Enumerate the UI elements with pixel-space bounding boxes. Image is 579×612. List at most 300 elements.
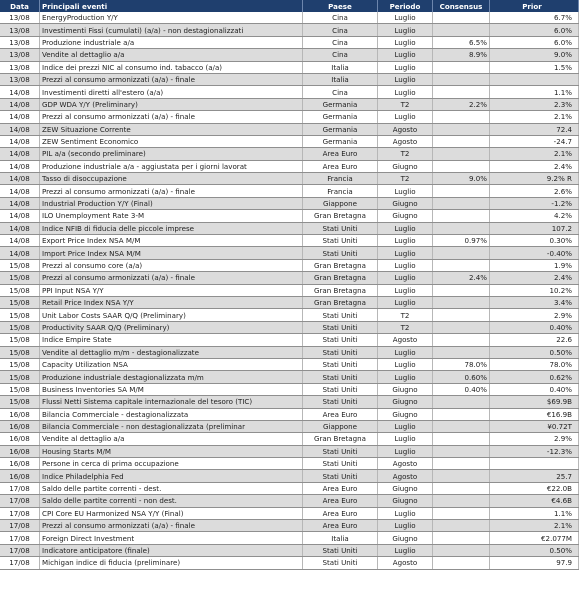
cell-date: 16/08	[0, 433, 40, 445]
table-row	[0, 210, 579, 222]
table-row	[0, 321, 579, 333]
table-row	[0, 24, 579, 36]
cell-country: Italia	[303, 532, 378, 544]
cell-date: 17/08	[0, 557, 40, 569]
cell-consensus	[433, 445, 490, 457]
cell-prior: €4.6B	[490, 495, 579, 507]
cell-period: Giugno	[378, 532, 433, 544]
table-row	[0, 396, 579, 408]
cell-consensus: 9.0%	[433, 173, 490, 185]
table-row	[0, 346, 579, 358]
cell-country: Germania	[303, 123, 378, 135]
cell-date: 13/08	[0, 24, 40, 36]
cell-consensus	[433, 309, 490, 321]
cell-consensus	[433, 482, 490, 494]
cell-event: PPI Input NSA Y/Y	[40, 284, 303, 296]
table-row	[0, 185, 579, 197]
cell-consensus	[433, 12, 490, 24]
table-row	[0, 358, 579, 370]
cell-country: Stati Uniti	[303, 470, 378, 482]
table-row	[0, 123, 579, 135]
cell-event: Prezzi al consumo armonizzati (a/a) - finale	[40, 73, 303, 85]
cell-country: Area Euro	[303, 408, 378, 420]
cell-period: Giugno	[378, 408, 433, 420]
cell-period: Luglio	[378, 222, 433, 234]
cell-consensus	[433, 544, 490, 556]
cell-prior: 1.5%	[490, 61, 579, 73]
cell-period: Luglio	[378, 73, 433, 85]
cell-consensus	[433, 396, 490, 408]
cell-event: Produzione industriale a/a	[40, 36, 303, 48]
cell-country: Cina	[303, 12, 378, 24]
cell-period: Luglio	[378, 296, 433, 308]
header-date: Data	[0, 0, 40, 12]
cell-period: T2	[378, 98, 433, 110]
table-row	[0, 36, 579, 48]
table-row	[0, 507, 579, 519]
cell-prior: -12.3%	[490, 445, 579, 457]
cell-country: Stati Uniti	[303, 334, 378, 346]
cell-prior: -24.7	[490, 135, 579, 147]
table-row	[0, 296, 579, 308]
cell-date: 14/08	[0, 123, 40, 135]
cell-event: Prezzi al consumo armonizzati (a/a) - finale	[40, 111, 303, 123]
cell-consensus	[433, 321, 490, 333]
cell-country: Gran Bretagna	[303, 284, 378, 296]
cell-period: Giugno	[378, 383, 433, 395]
cell-consensus	[433, 507, 490, 519]
table-row	[0, 482, 579, 494]
cell-date: 15/08	[0, 383, 40, 395]
cell-period: Luglio	[378, 544, 433, 556]
cell-prior: 2.1%	[490, 520, 579, 532]
cell-event: Vendite al dettaglio a/a	[40, 49, 303, 61]
cell-country: Stati Uniti	[303, 222, 378, 234]
cell-consensus	[433, 148, 490, 160]
cell-consensus	[433, 470, 490, 482]
cell-prior	[490, 73, 579, 85]
cell-event: Foreign Direct Investment	[40, 532, 303, 544]
cell-prior: 6.0%	[490, 24, 579, 36]
cell-event: ILO Unemployment Rate 3-M	[40, 210, 303, 222]
cell-date: 17/08	[0, 532, 40, 544]
table-row	[0, 309, 579, 321]
cell-country: Cina	[303, 86, 378, 98]
cell-date: 15/08	[0, 358, 40, 370]
cell-prior: 2.4%	[490, 272, 579, 284]
cell-consensus	[433, 284, 490, 296]
cell-date: 14/08	[0, 197, 40, 209]
cell-prior: €22.0B	[490, 482, 579, 494]
cell-event: Prezzi al consumo armonizzati (a/a) - finale	[40, 272, 303, 284]
cell-consensus	[433, 135, 490, 147]
cell-country: Stati Uniti	[303, 544, 378, 556]
cell-consensus	[433, 197, 490, 209]
cell-event: Indice Empire State	[40, 334, 303, 346]
table-row	[0, 148, 579, 160]
cell-period: Luglio	[378, 420, 433, 432]
cell-date: 14/08	[0, 148, 40, 160]
cell-prior: 2.4%	[490, 160, 579, 172]
cell-event: Indice dei prezzi NIC al consumo ind. tabacco (a/a)	[40, 61, 303, 73]
cell-date: 17/08	[0, 520, 40, 532]
cell-consensus: 2.2%	[433, 98, 490, 110]
cell-consensus	[433, 334, 490, 346]
cell-country: Cina	[303, 24, 378, 36]
cell-consensus	[433, 557, 490, 569]
cell-prior: 0.50%	[490, 544, 579, 556]
cell-country: Cina	[303, 49, 378, 61]
cell-period: Luglio	[378, 185, 433, 197]
cell-prior: €16.9B	[490, 408, 579, 420]
cell-date: 14/08	[0, 247, 40, 259]
cell-country: Area Euro	[303, 507, 378, 519]
table-row	[0, 532, 579, 544]
cell-consensus: 0.97%	[433, 235, 490, 247]
cell-country: Area Euro	[303, 495, 378, 507]
cell-period: Luglio	[378, 358, 433, 370]
cell-consensus	[433, 520, 490, 532]
cell-period: Luglio	[378, 433, 433, 445]
cell-event: Housing Starts M/M	[40, 445, 303, 457]
cell-event: Produzione industriale a/a - aggiustata per i giorni lavorat	[40, 160, 303, 172]
cell-country: Giappone	[303, 197, 378, 209]
cell-date: 14/08	[0, 173, 40, 185]
cell-prior: 2.9%	[490, 309, 579, 321]
table-row	[0, 247, 579, 259]
cell-date: 16/08	[0, 420, 40, 432]
cell-period: Agosto	[378, 557, 433, 569]
cell-event: Indicatore anticipatore (finale)	[40, 544, 303, 556]
cell-prior: 78.0%	[490, 358, 579, 370]
cell-period: Luglio	[378, 272, 433, 284]
cell-event: ZEW Sentiment Economico	[40, 135, 303, 147]
cell-consensus	[433, 408, 490, 420]
cell-country: Germania	[303, 98, 378, 110]
cell-event: Industrial Production Y/Y (Final)	[40, 197, 303, 209]
cell-prior: 1.1%	[490, 507, 579, 519]
table-row	[0, 272, 579, 284]
cell-prior: 9.0%	[490, 49, 579, 61]
cell-event: Vendite al dettaglio a/a	[40, 433, 303, 445]
cell-event: CPI Core EU Harmonized NSA Y/Y (Final)	[40, 507, 303, 519]
cell-period: Giugno	[378, 197, 433, 209]
table-row	[0, 61, 579, 73]
cell-period: T2	[378, 309, 433, 321]
cell-country: Stati Uniti	[303, 358, 378, 370]
cell-event: Tasso di disoccupazione	[40, 173, 303, 185]
cell-date: 17/08	[0, 544, 40, 556]
table-row	[0, 49, 579, 61]
cell-period: Luglio	[378, 111, 433, 123]
cell-country: Stati Uniti	[303, 557, 378, 569]
cell-date: 15/08	[0, 371, 40, 383]
cell-country: Italia	[303, 73, 378, 85]
cell-prior: 3.4%	[490, 296, 579, 308]
cell-event: Prezzi al consumo armonizzati (a/a) - finale	[40, 520, 303, 532]
cell-country: Italia	[303, 61, 378, 73]
cell-event: Prezzi al consumo armonizzati (a/a) - finale	[40, 185, 303, 197]
cell-consensus: 0.60%	[433, 371, 490, 383]
cell-prior: 0.50%	[490, 346, 579, 358]
cell-period: Agosto	[378, 470, 433, 482]
table-body	[0, 12, 579, 569]
cell-date: 15/08	[0, 272, 40, 284]
cell-date: 14/08	[0, 111, 40, 123]
table-row	[0, 420, 579, 432]
cell-prior: 0.30%	[490, 235, 579, 247]
cell-country: Francia	[303, 173, 378, 185]
table-row	[0, 235, 579, 247]
cell-prior: €2.077M	[490, 532, 579, 544]
cell-event: Investimenti diretti all'estero (a/a)	[40, 86, 303, 98]
cell-consensus	[433, 433, 490, 445]
cell-event: Prezzi al consumo core (a/a)	[40, 259, 303, 271]
cell-event: Indice NFIB di fiducia delle piccole imprese	[40, 222, 303, 234]
cell-date: 16/08	[0, 470, 40, 482]
cell-consensus	[433, 210, 490, 222]
cell-prior: ¥0.72T	[490, 420, 579, 432]
cell-date: 13/08	[0, 12, 40, 24]
table-row	[0, 98, 579, 110]
cell-period: Agosto	[378, 135, 433, 147]
cell-event: EnergyProduction Y/Y	[40, 12, 303, 24]
cell-prior: 0.62%	[490, 371, 579, 383]
cell-consensus	[433, 86, 490, 98]
cell-period: Agosto	[378, 123, 433, 135]
cell-prior: 6.0%	[490, 36, 579, 48]
cell-date: 14/08	[0, 185, 40, 197]
table-row	[0, 383, 579, 395]
cell-consensus	[433, 24, 490, 36]
cell-consensus: 6.5%	[433, 36, 490, 48]
cell-period: Agosto	[378, 334, 433, 346]
cell-country: Francia	[303, 185, 378, 197]
cell-country: Stati Uniti	[303, 309, 378, 321]
table-row	[0, 371, 579, 383]
cell-period: Luglio	[378, 235, 433, 247]
table-row	[0, 222, 579, 234]
cell-prior: 2.3%	[490, 98, 579, 110]
cell-country: Stati Uniti	[303, 346, 378, 358]
cell-prior: -0.40%	[490, 247, 579, 259]
cell-event: Michigan indice di fiducia (preliminare)	[40, 557, 303, 569]
table-row	[0, 135, 579, 147]
cell-country: Stati Uniti	[303, 321, 378, 333]
cell-date: 16/08	[0, 458, 40, 470]
cell-event: Export Price Index NSA M/M	[40, 235, 303, 247]
cell-date: 17/08	[0, 495, 40, 507]
cell-date: 17/08	[0, 482, 40, 494]
header-consensus: Consensus	[433, 0, 490, 12]
cell-date: 17/08	[0, 507, 40, 519]
cell-date: 15/08	[0, 396, 40, 408]
cell-date: 13/08	[0, 49, 40, 61]
cell-event: Retail Price Index NSA Y/Y	[40, 296, 303, 308]
cell-consensus: 2.4%	[433, 272, 490, 284]
cell-prior: 0.40%	[490, 383, 579, 395]
cell-country: Stati Uniti	[303, 458, 378, 470]
cell-date: 16/08	[0, 408, 40, 420]
cell-country: Area Euro	[303, 482, 378, 494]
table-row	[0, 197, 579, 209]
cell-event: Investimenti Fissi (cumulati) (a/a) - non destagionalizzati	[40, 24, 303, 36]
cell-period: Giugno	[378, 396, 433, 408]
cell-country: Gran Bretagna	[303, 210, 378, 222]
cell-prior: 6.7%	[490, 12, 579, 24]
cell-event: PIL a/a (secondo preliminare)	[40, 148, 303, 160]
cell-country: Area Euro	[303, 520, 378, 532]
cell-date: 14/08	[0, 222, 40, 234]
cell-prior: 2.9%	[490, 433, 579, 445]
cell-consensus	[433, 61, 490, 73]
cell-consensus: 8.9%	[433, 49, 490, 61]
cell-prior: 107.2	[490, 222, 579, 234]
cell-consensus	[433, 259, 490, 271]
cell-date: 14/08	[0, 235, 40, 247]
cell-period: Luglio	[378, 371, 433, 383]
cell-period: T2	[378, 148, 433, 160]
table-row	[0, 557, 579, 569]
cell-period: Luglio	[378, 259, 433, 271]
cell-country: Stati Uniti	[303, 445, 378, 457]
cell-event: Productivity SAAR Q/Q (Preliminary)	[40, 321, 303, 333]
cell-prior: 4.2%	[490, 210, 579, 222]
cell-event: Indice Philadelphia Fed	[40, 470, 303, 482]
cell-country: Cina	[303, 36, 378, 48]
cell-country: Giappone	[303, 420, 378, 432]
cell-period: Giugno	[378, 210, 433, 222]
table-row	[0, 284, 579, 296]
cell-date: 14/08	[0, 98, 40, 110]
cell-date: 15/08	[0, 284, 40, 296]
cell-country: Gran Bretagna	[303, 259, 378, 271]
cell-event: ZEW Situazione Corrente	[40, 123, 303, 135]
cell-consensus	[433, 532, 490, 544]
cell-date: 14/08	[0, 160, 40, 172]
cell-event: GDP WDA Y/Y (Preliminary)	[40, 98, 303, 110]
table-row	[0, 433, 579, 445]
cell-consensus	[433, 160, 490, 172]
cell-period: Luglio	[378, 284, 433, 296]
cell-prior	[490, 458, 579, 470]
cell-period: Luglio	[378, 445, 433, 457]
cell-period: Giugno	[378, 160, 433, 172]
cell-event: Saldo delle partite correnti - dest.	[40, 482, 303, 494]
cell-country: Stati Uniti	[303, 371, 378, 383]
cell-country: Area Euro	[303, 160, 378, 172]
header-row	[0, 0, 579, 12]
cell-date: 14/08	[0, 135, 40, 147]
cell-period: Luglio	[378, 24, 433, 36]
cell-date: 16/08	[0, 445, 40, 457]
cell-period: Giugno	[378, 482, 433, 494]
cell-prior: 0.40%	[490, 321, 579, 333]
cell-event: Bilancia Commerciale - destagionalizzata	[40, 408, 303, 420]
cell-consensus	[433, 222, 490, 234]
table-row	[0, 173, 579, 185]
cell-period: T2	[378, 173, 433, 185]
table-row	[0, 160, 579, 172]
table-row	[0, 470, 579, 482]
cell-date: 14/08	[0, 210, 40, 222]
table-row	[0, 111, 579, 123]
cell-prior: 2.1%	[490, 111, 579, 123]
table-row	[0, 408, 579, 420]
cell-date: 13/08	[0, 36, 40, 48]
cell-date: 14/08	[0, 86, 40, 98]
cell-period: Luglio	[378, 12, 433, 24]
cell-period: Luglio	[378, 346, 433, 358]
cell-country: Gran Bretagna	[303, 296, 378, 308]
cell-consensus	[433, 458, 490, 470]
cell-consensus	[433, 420, 490, 432]
table-row	[0, 73, 579, 85]
cell-date: 15/08	[0, 296, 40, 308]
cell-date: 15/08	[0, 321, 40, 333]
cell-consensus	[433, 123, 490, 135]
cell-prior: 1.9%	[490, 259, 579, 271]
table-row	[0, 12, 579, 24]
cell-period: Giugno	[378, 495, 433, 507]
cell-country: Germania	[303, 135, 378, 147]
cell-consensus	[433, 73, 490, 85]
cell-prior: 22.6	[490, 334, 579, 346]
cell-country: Stati Uniti	[303, 383, 378, 395]
table-row	[0, 445, 579, 457]
cell-country: Area Euro	[303, 148, 378, 160]
cell-event: Import Price Index NSA M/M	[40, 247, 303, 259]
cell-event: Bilancia Commerciale - non destagionalizzata (preliminar	[40, 420, 303, 432]
cell-period: T2	[378, 321, 433, 333]
table-row	[0, 495, 579, 507]
cell-period: Luglio	[378, 49, 433, 61]
cell-country: Stati Uniti	[303, 247, 378, 259]
header-period: Periodo	[378, 0, 433, 12]
cell-event: Persone in cerca di prima occupazione	[40, 458, 303, 470]
cell-country: Germania	[303, 111, 378, 123]
cell-date: 15/08	[0, 259, 40, 271]
cell-prior: 9.2% R	[490, 173, 579, 185]
cell-period: Luglio	[378, 36, 433, 48]
cell-period: Luglio	[378, 520, 433, 532]
cell-date: 15/08	[0, 309, 40, 321]
cell-country: Stati Uniti	[303, 396, 378, 408]
cell-date: 15/08	[0, 334, 40, 346]
cell-date: 13/08	[0, 61, 40, 73]
table-row	[0, 259, 579, 271]
table-row	[0, 458, 579, 470]
cell-consensus: 0.40%	[433, 383, 490, 395]
cell-consensus	[433, 111, 490, 123]
cell-date: 13/08	[0, 73, 40, 85]
cell-consensus	[433, 296, 490, 308]
cell-prior: 2.6%	[490, 185, 579, 197]
header-prior: Prior	[490, 0, 579, 12]
cell-country: Gran Bretagna	[303, 272, 378, 284]
cell-prior: 1.1%	[490, 86, 579, 98]
cell-prior: -1.2%	[490, 197, 579, 209]
cell-date: 15/08	[0, 346, 40, 358]
cell-consensus	[433, 495, 490, 507]
cell-prior: 72.4	[490, 123, 579, 135]
cell-period: Luglio	[378, 61, 433, 73]
cell-event: Flussi Netti Sistema capitale internazionale del tesoro (TIC)	[40, 396, 303, 408]
cell-period: Agosto	[378, 458, 433, 470]
header-country: Paese	[303, 0, 378, 12]
cell-prior: 97.9	[490, 557, 579, 569]
cell-event: Saldo delle partite correnti - non dest.	[40, 495, 303, 507]
